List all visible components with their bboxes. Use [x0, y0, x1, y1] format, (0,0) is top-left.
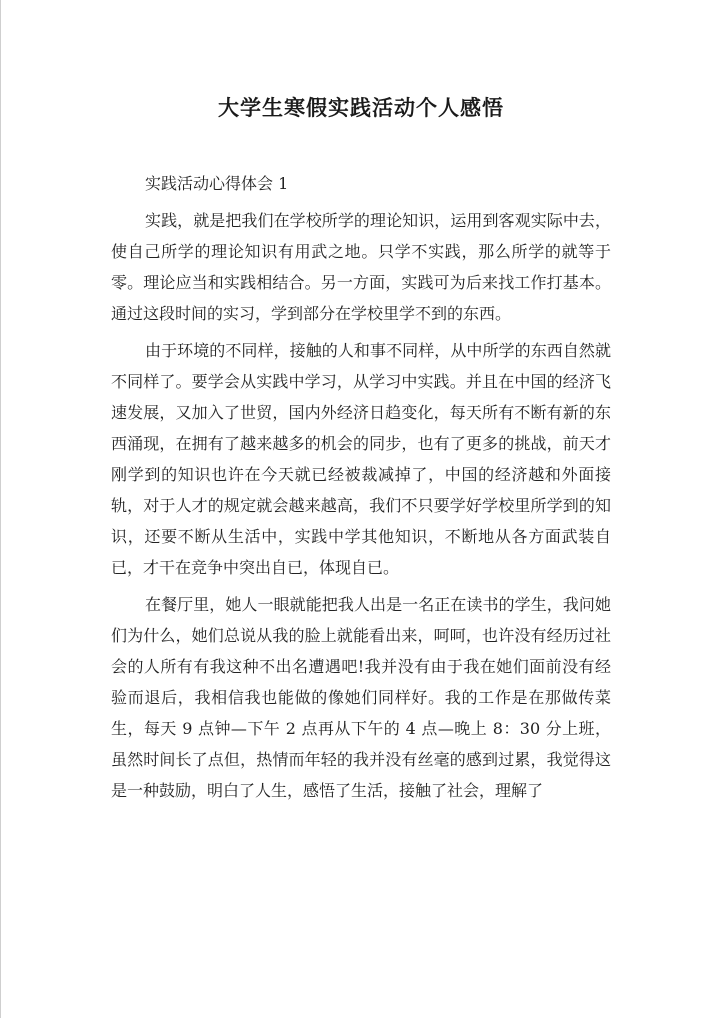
paragraph-2: 由于环境的不同样，接触的人和事不同样，从中所学的东西自然就不同样了。要学会从实践中学习，从学习中实践。并且在中国的经济飞速发展，又加入了世贸，国内外经济日趋变化，每天所有不断有新的东西涌现，在拥有了越来越多的机会的同步，也有了更多的挑战，前天才刚学到的知识也许在今天就已经被裁减掉了，中国的经济越和外面接轨，对于人才的规定就会越来越高，我们不只要学好学校里所学到的知识，还要不断从生活中，实践中学其他知识，不断地从各方面武装自已，才干在竞争中突出自已，体现自已。: [111, 341, 611, 577]
document-body: [111, 168, 611, 812]
paragraph-3: 在餐厅里，她人一眼就能把我人出是一名正在读书的学生，我问她们为什么，她们总说从我的脸上就能看出来，呵呵，也许没有经历过社会的人所有有我这种不出名遭遇吧!我并没有由于我在她们面前没有经验而退后，我相信我也能做的像她们同样好。我的工作是在那做传菜生，每天 9 点钟—下午 2 点再从下午的 4 点—晚上 8：30 分上班，虽然时间长了点但，热情而年轻的我并没有丝毫的感到过累，我觉得这是一种鼓励，明白了人生，感悟了生活，接触了社会，理解了: [111, 595, 611, 800]
section-heading: 实践活动心得体会 1: [145, 174, 289, 193]
document-title: 大学生寒假实践活动个人感悟: [218, 95, 504, 120]
paragraph-1: 实践，就是把我们在学校所学的理论知识，运用到客观实际中去，使自己所学的理论知识有用武之地。只学不实践，那么所学的就等于零。理论应当和实践相结合。另一方面，实践可为后来找工作打基本。通过这段时间的实习，学到部分在学校里学不到的东西。: [111, 211, 611, 323]
